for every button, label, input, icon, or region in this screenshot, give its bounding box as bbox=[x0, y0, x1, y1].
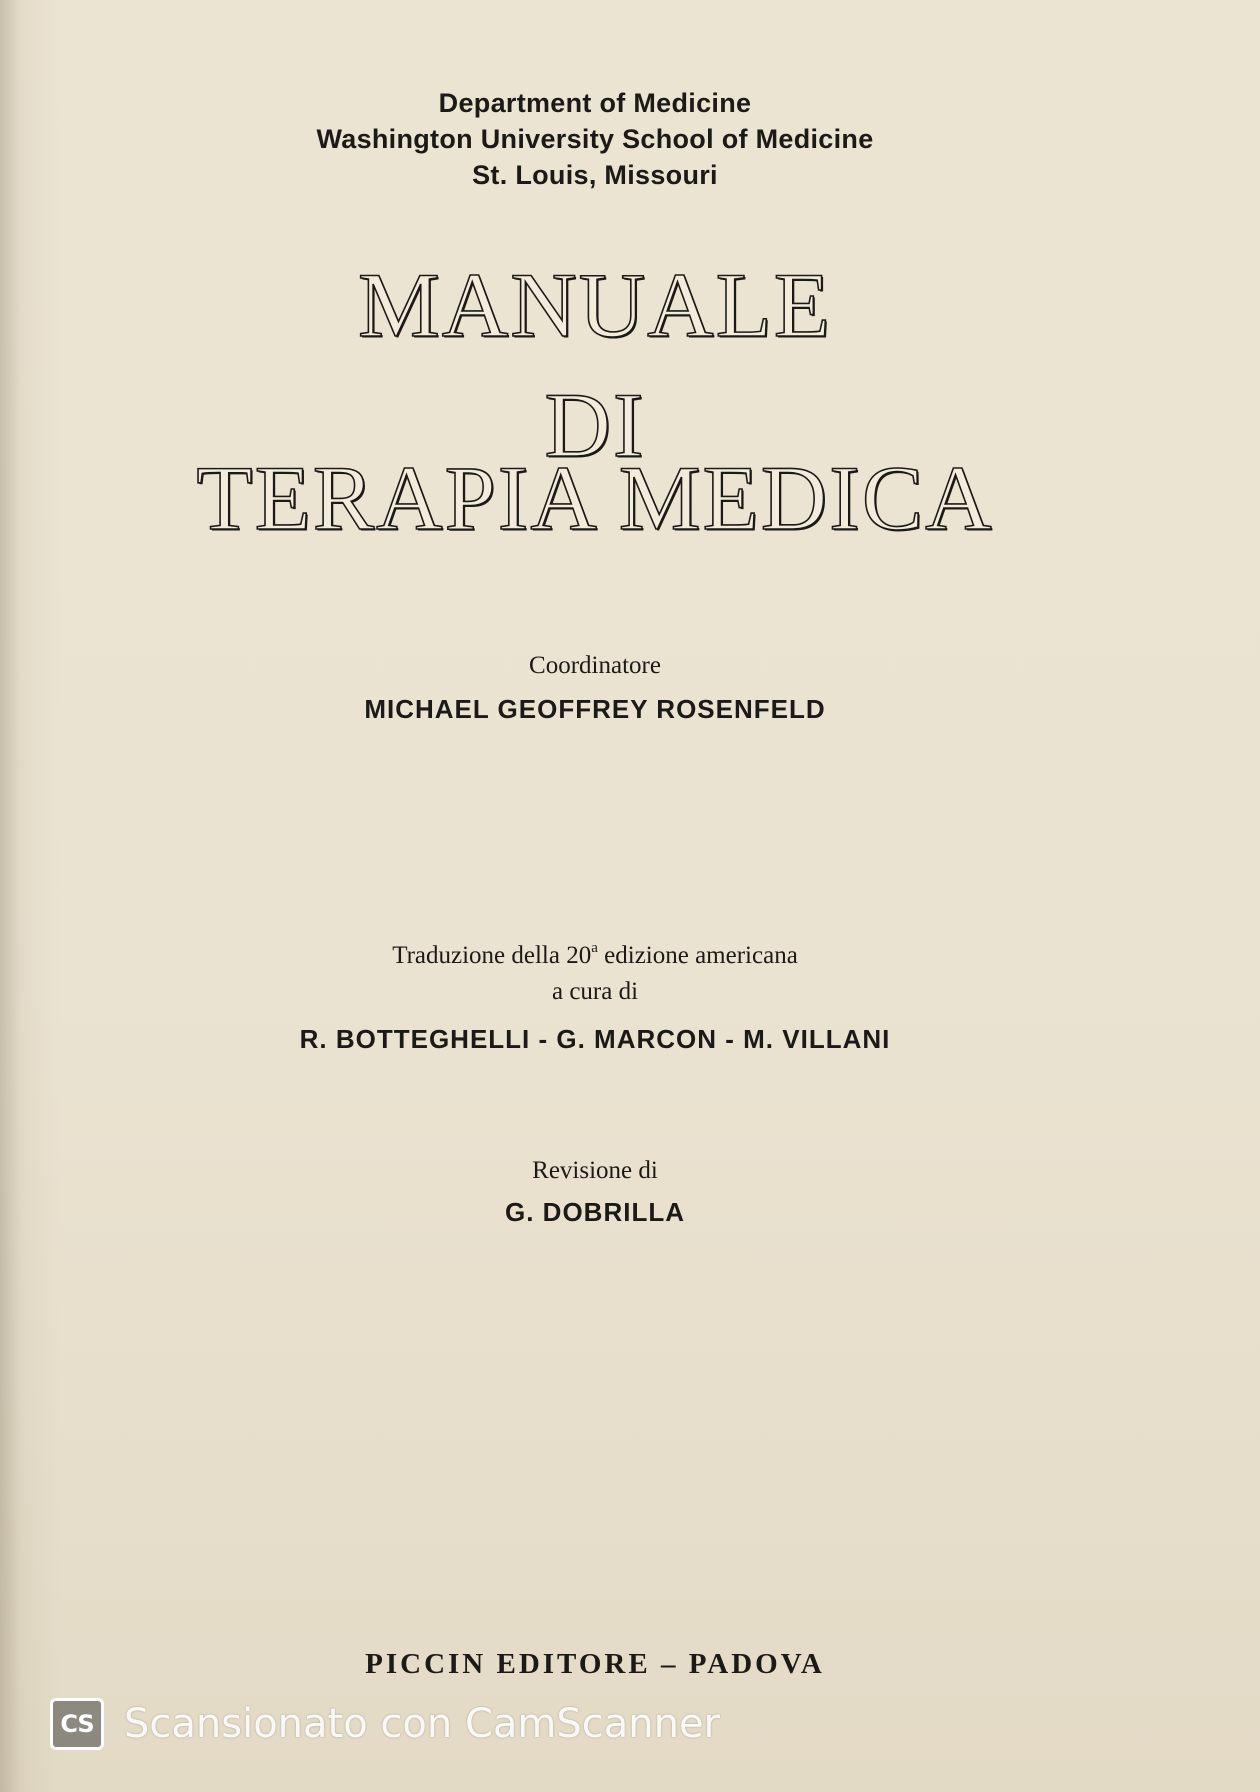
translation-label-suffix: edizione americana bbox=[597, 942, 798, 969]
coordinator-label: Coordinatore bbox=[529, 652, 661, 679]
curated-by-label: a cura di bbox=[551, 978, 639, 1005]
coordinator-name: MICHAEL GEOFFREY ROSENFELD bbox=[364, 694, 826, 724]
translation-label bbox=[0, 942, 1190, 970]
camscanner-watermark bbox=[50, 1694, 720, 1754]
city-line: St. Louis, Missouri bbox=[472, 160, 718, 190]
translation-label-sup: a bbox=[591, 940, 598, 956]
watermark-text: Scansionato con CamScanner bbox=[124, 1701, 720, 1747]
publisher-line: PICCIN EDITORE – PADOVA bbox=[365, 1648, 825, 1680]
revision-label: Revisione di bbox=[532, 1157, 658, 1184]
title-line-1: MANUALE bbox=[358, 254, 832, 356]
revision-name: G. DOBRILLA bbox=[505, 1197, 685, 1227]
translation-label-prefix: Traduzione della 20 bbox=[392, 942, 592, 969]
department-line: Department of Medicine bbox=[438, 88, 752, 118]
camscanner-logo-icon: CS bbox=[50, 1698, 104, 1750]
school-line: Washington University School of Medicine bbox=[316, 124, 874, 154]
title-line-2: DI bbox=[544, 374, 646, 476]
title-line-3: TERAPIA MEDICA bbox=[196, 447, 994, 549]
translators-names: R. BOTTEGHELLI - G. MARCON - M. VILLANI bbox=[299, 1024, 891, 1054]
